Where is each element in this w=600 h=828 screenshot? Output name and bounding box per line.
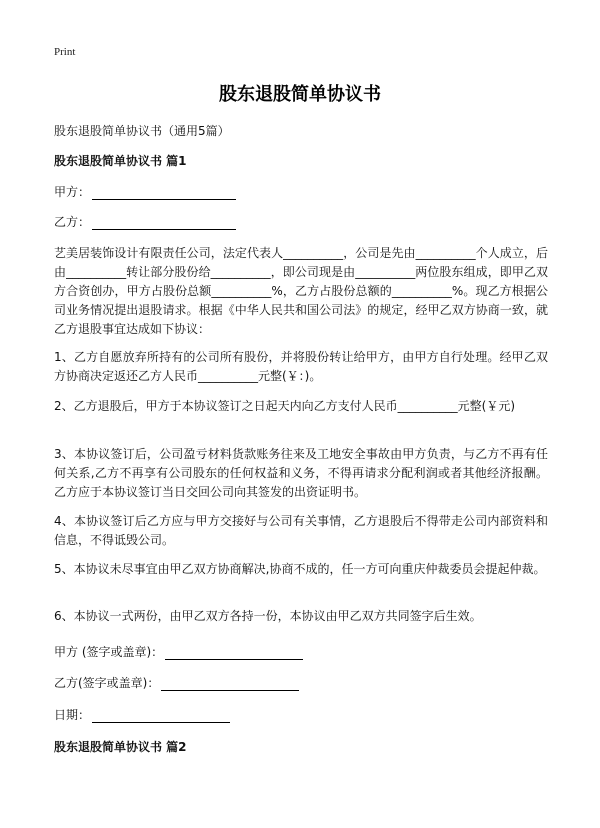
sign-a-label: 甲方 (签字或盖章)：	[54, 645, 164, 659]
clause-5: 5、本协议未尽事宜由甲乙双方协商解决,协商不成的，任一方可向重庆仲裁委员会提起仲裁。	[54, 562, 546, 576]
clause-1: 1、乙方自愿放弃所持有的公司所有股份，并将股份转让给甲方，由甲方自行处理。经甲乙双方协商决定返还乙方人民币__________元整(￥：)。	[54, 350, 548, 383]
clause-6: 6、本协议一式两份，由甲乙双方各持一份，本协议由甲乙双方共同签字后生效。	[54, 609, 482, 623]
sign-b-label: 乙方(签字或盖章)：	[54, 676, 160, 690]
sign-b-blank	[161, 677, 299, 691]
party-b-label: 乙方：	[54, 215, 91, 229]
sign-b-field	[54, 674, 299, 691]
intro-paragraph: 艺美居装饰设计有限责任公司，法定代表人__________，公司是先由__________个人成立，后由__________转让部分股份给__________，即公司现是由__________两位股东组成，即甲乙双方合资创办，甲方占股份总额__________%，乙方占股份总额的__________%。现乙方根据公司业务情况提出退股请求。根据《中华人民共和国公司法》的规定，经甲乙双方协商一致，就乙方退股事宜达成如下协议：	[54, 246, 548, 336]
sign-a-field	[54, 643, 303, 660]
party-a-field	[54, 183, 236, 200]
clause-2: 2、乙方退股后，甲方于本协议签订之日起天内向乙方支付人民币__________元整(￥元)	[54, 399, 516, 413]
date-field	[54, 706, 230, 723]
clause-3: 3、本协议签订后，公司盈亏材料货款账务往来及工地安全事故由甲方负责，与乙方不再有任何关系,乙方不再享有公司股东的任何权益和义务，不得再请求分配利润或者其他经济报酬。乙方应于本协议签订当日交回公司向其签发的出资证明书。	[54, 447, 548, 499]
party-b-field	[54, 213, 236, 230]
party-a-label: 甲方：	[54, 185, 91, 199]
party-b-blank	[92, 216, 236, 230]
party-a-blank	[92, 186, 236, 200]
document-subtitle: 股东退股简单协议书（通用5篇）	[54, 124, 230, 138]
date-label: 日期：	[54, 708, 91, 722]
document-title: 股东退股简单协议书	[219, 84, 381, 105]
print-link[interactable]: Print	[54, 46, 76, 58]
section-heading-1: 股东退股简单协议书 篇1	[54, 154, 187, 168]
sign-a-blank	[165, 646, 303, 660]
date-blank	[92, 709, 230, 723]
clause-4: 4、本协议签订后乙方应与甲方交接好与公司有关事情，乙方退股后不得带走公司内部资料和信息，不得诋毁公司。	[54, 514, 548, 547]
section-heading-2: 股东退股简单协议书 篇2	[54, 740, 187, 754]
